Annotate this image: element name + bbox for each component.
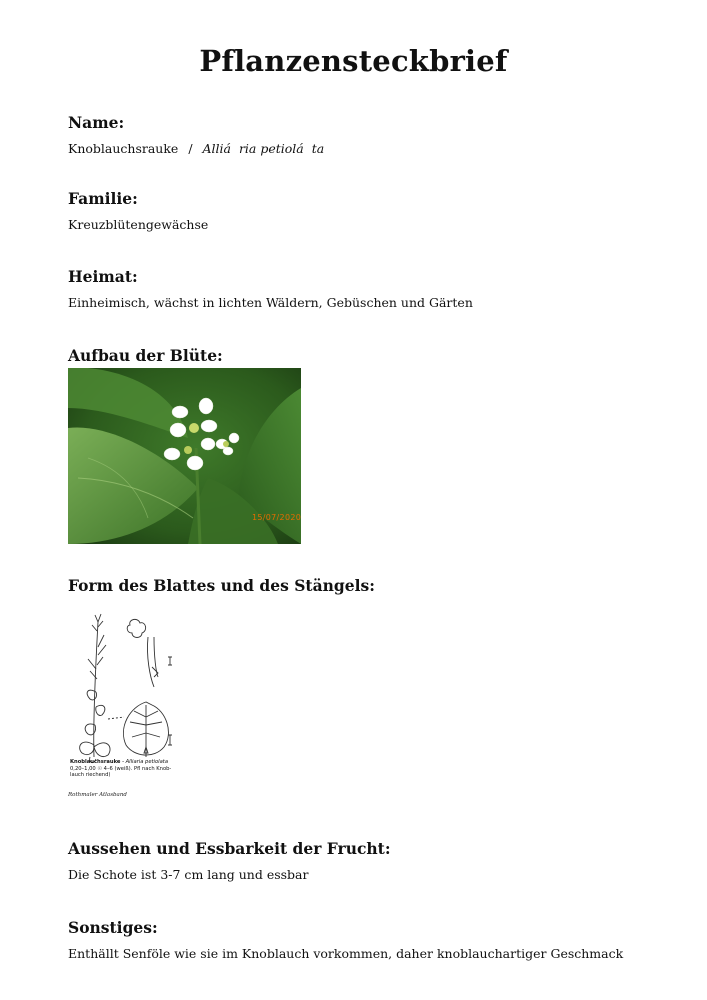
drawing-caption — [70, 759, 184, 779]
drawing-source: Rothmaler Atlasband — [68, 792, 127, 798]
heading-name: Name: — [68, 113, 125, 132]
page-title: Pflanzensteckbrief — [199, 44, 508, 78]
drawing-caption-latin: - Alliaria petiolata — [122, 759, 169, 765]
latin-name: Alliá ria petiolá ta — [202, 141, 325, 156]
heading-blatt: Form des Blattes und des Stängels: — [68, 576, 375, 595]
heading-bluete: Aufbau der Blüte: — [68, 346, 223, 365]
sonstiges-text: Enthällt Senföle wie sie im Knoblauch vorkommen, daher knoblauchartiger Geschmack — [68, 946, 624, 961]
heading-familie: Familie: — [68, 189, 138, 208]
name-separator: / — [188, 141, 193, 156]
heading-heimat: Heimat: — [68, 267, 138, 286]
drawing-caption-title: Knoblauchsrauke — [70, 759, 121, 765]
frucht-text: Die Schote ist 3-7 cm lang und essbar — [68, 867, 309, 882]
drawing-caption-line2: 0,20–1,00 ☉ 4–6 (weiß). Pfl nach Knob- — [70, 765, 172, 772]
drawing-caption-line3: lauch riechend) — [70, 772, 111, 778]
botanical-drawing — [68, 607, 184, 803]
heimat-text: Einheimisch, wächst in lichten Wäldern, Gebüschen und Gärten — [68, 295, 473, 310]
common-name: Knoblauchsrauke — [68, 141, 179, 156]
name-text — [68, 141, 324, 156]
familie-text: Kreuzblütengewächse — [68, 217, 209, 232]
heading-sonstiges: Sonstiges: — [68, 918, 158, 937]
heading-frucht: Aussehen und Essbarkeit der Frucht: — [68, 839, 391, 858]
photo-date-stamp: 15/07/2020 — [252, 513, 302, 522]
